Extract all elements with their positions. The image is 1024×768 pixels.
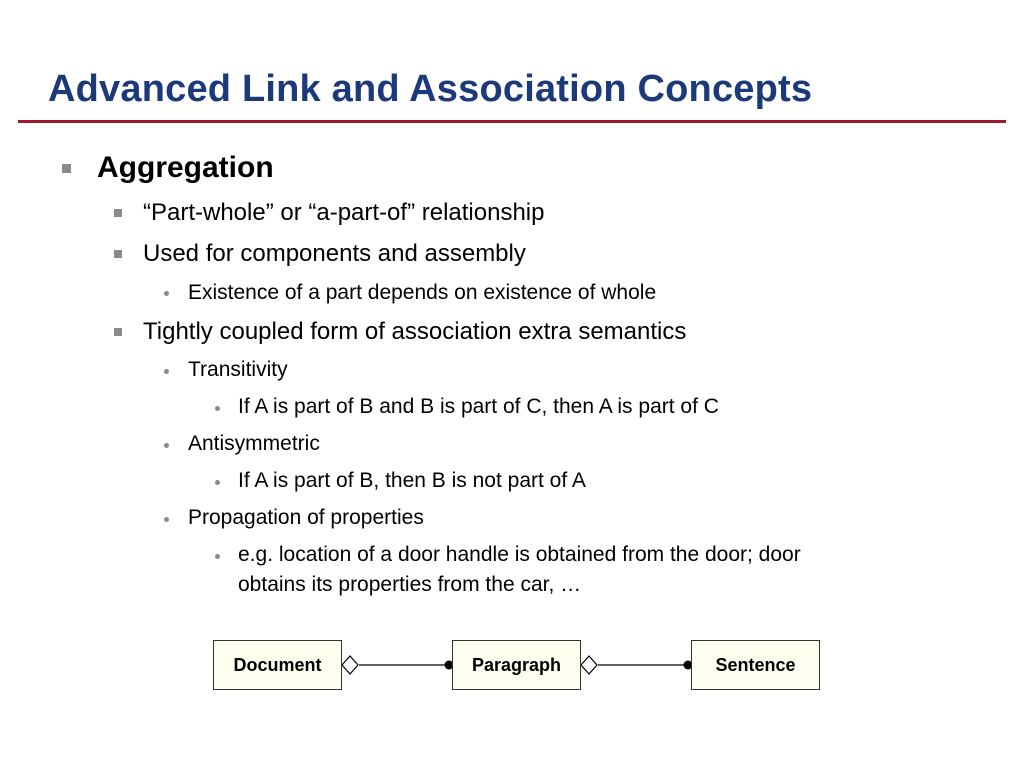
bullet-existence: Existence of a part depends on existence of whole bbox=[188, 281, 657, 304]
bullet-antisymmetric-example: If A is part of B, then B is not part of A bbox=[238, 469, 586, 492]
bullet-propagation: Propagation of properties bbox=[188, 506, 424, 529]
bullet-part-whole: “Part-whole” or “a-part-of” relationship bbox=[143, 199, 545, 226]
class-box-sentence: Sentence bbox=[691, 640, 820, 690]
aggregation-diamond-icon bbox=[581, 656, 597, 674]
class-box-document: Document bbox=[213, 640, 342, 690]
aggregation-diamond-icon bbox=[342, 656, 358, 674]
bullet-aggregation: Aggregation bbox=[97, 151, 274, 184]
bullet-propagation-example-line2: obtains its properties from the car, … bbox=[238, 573, 582, 596]
bullet-antisymmetric: Antisymmetric bbox=[188, 432, 320, 455]
bullet-components: Used for components and assembly bbox=[143, 240, 526, 267]
bullet-transitivity: Transitivity bbox=[188, 358, 288, 381]
slide-title: Advanced Link and Association Concepts bbox=[48, 68, 813, 110]
bullet-transitivity-example: If A is part of B and B is part of C, then A is part of C bbox=[238, 395, 719, 418]
bullet-propagation-example-line1: e.g. location of a door handle is obtained from the door; door bbox=[238, 543, 801, 566]
bullet-tightly-coupled: Tightly coupled form of association extra semantics bbox=[143, 318, 687, 345]
class-box-paragraph: Paragraph bbox=[452, 640, 581, 690]
